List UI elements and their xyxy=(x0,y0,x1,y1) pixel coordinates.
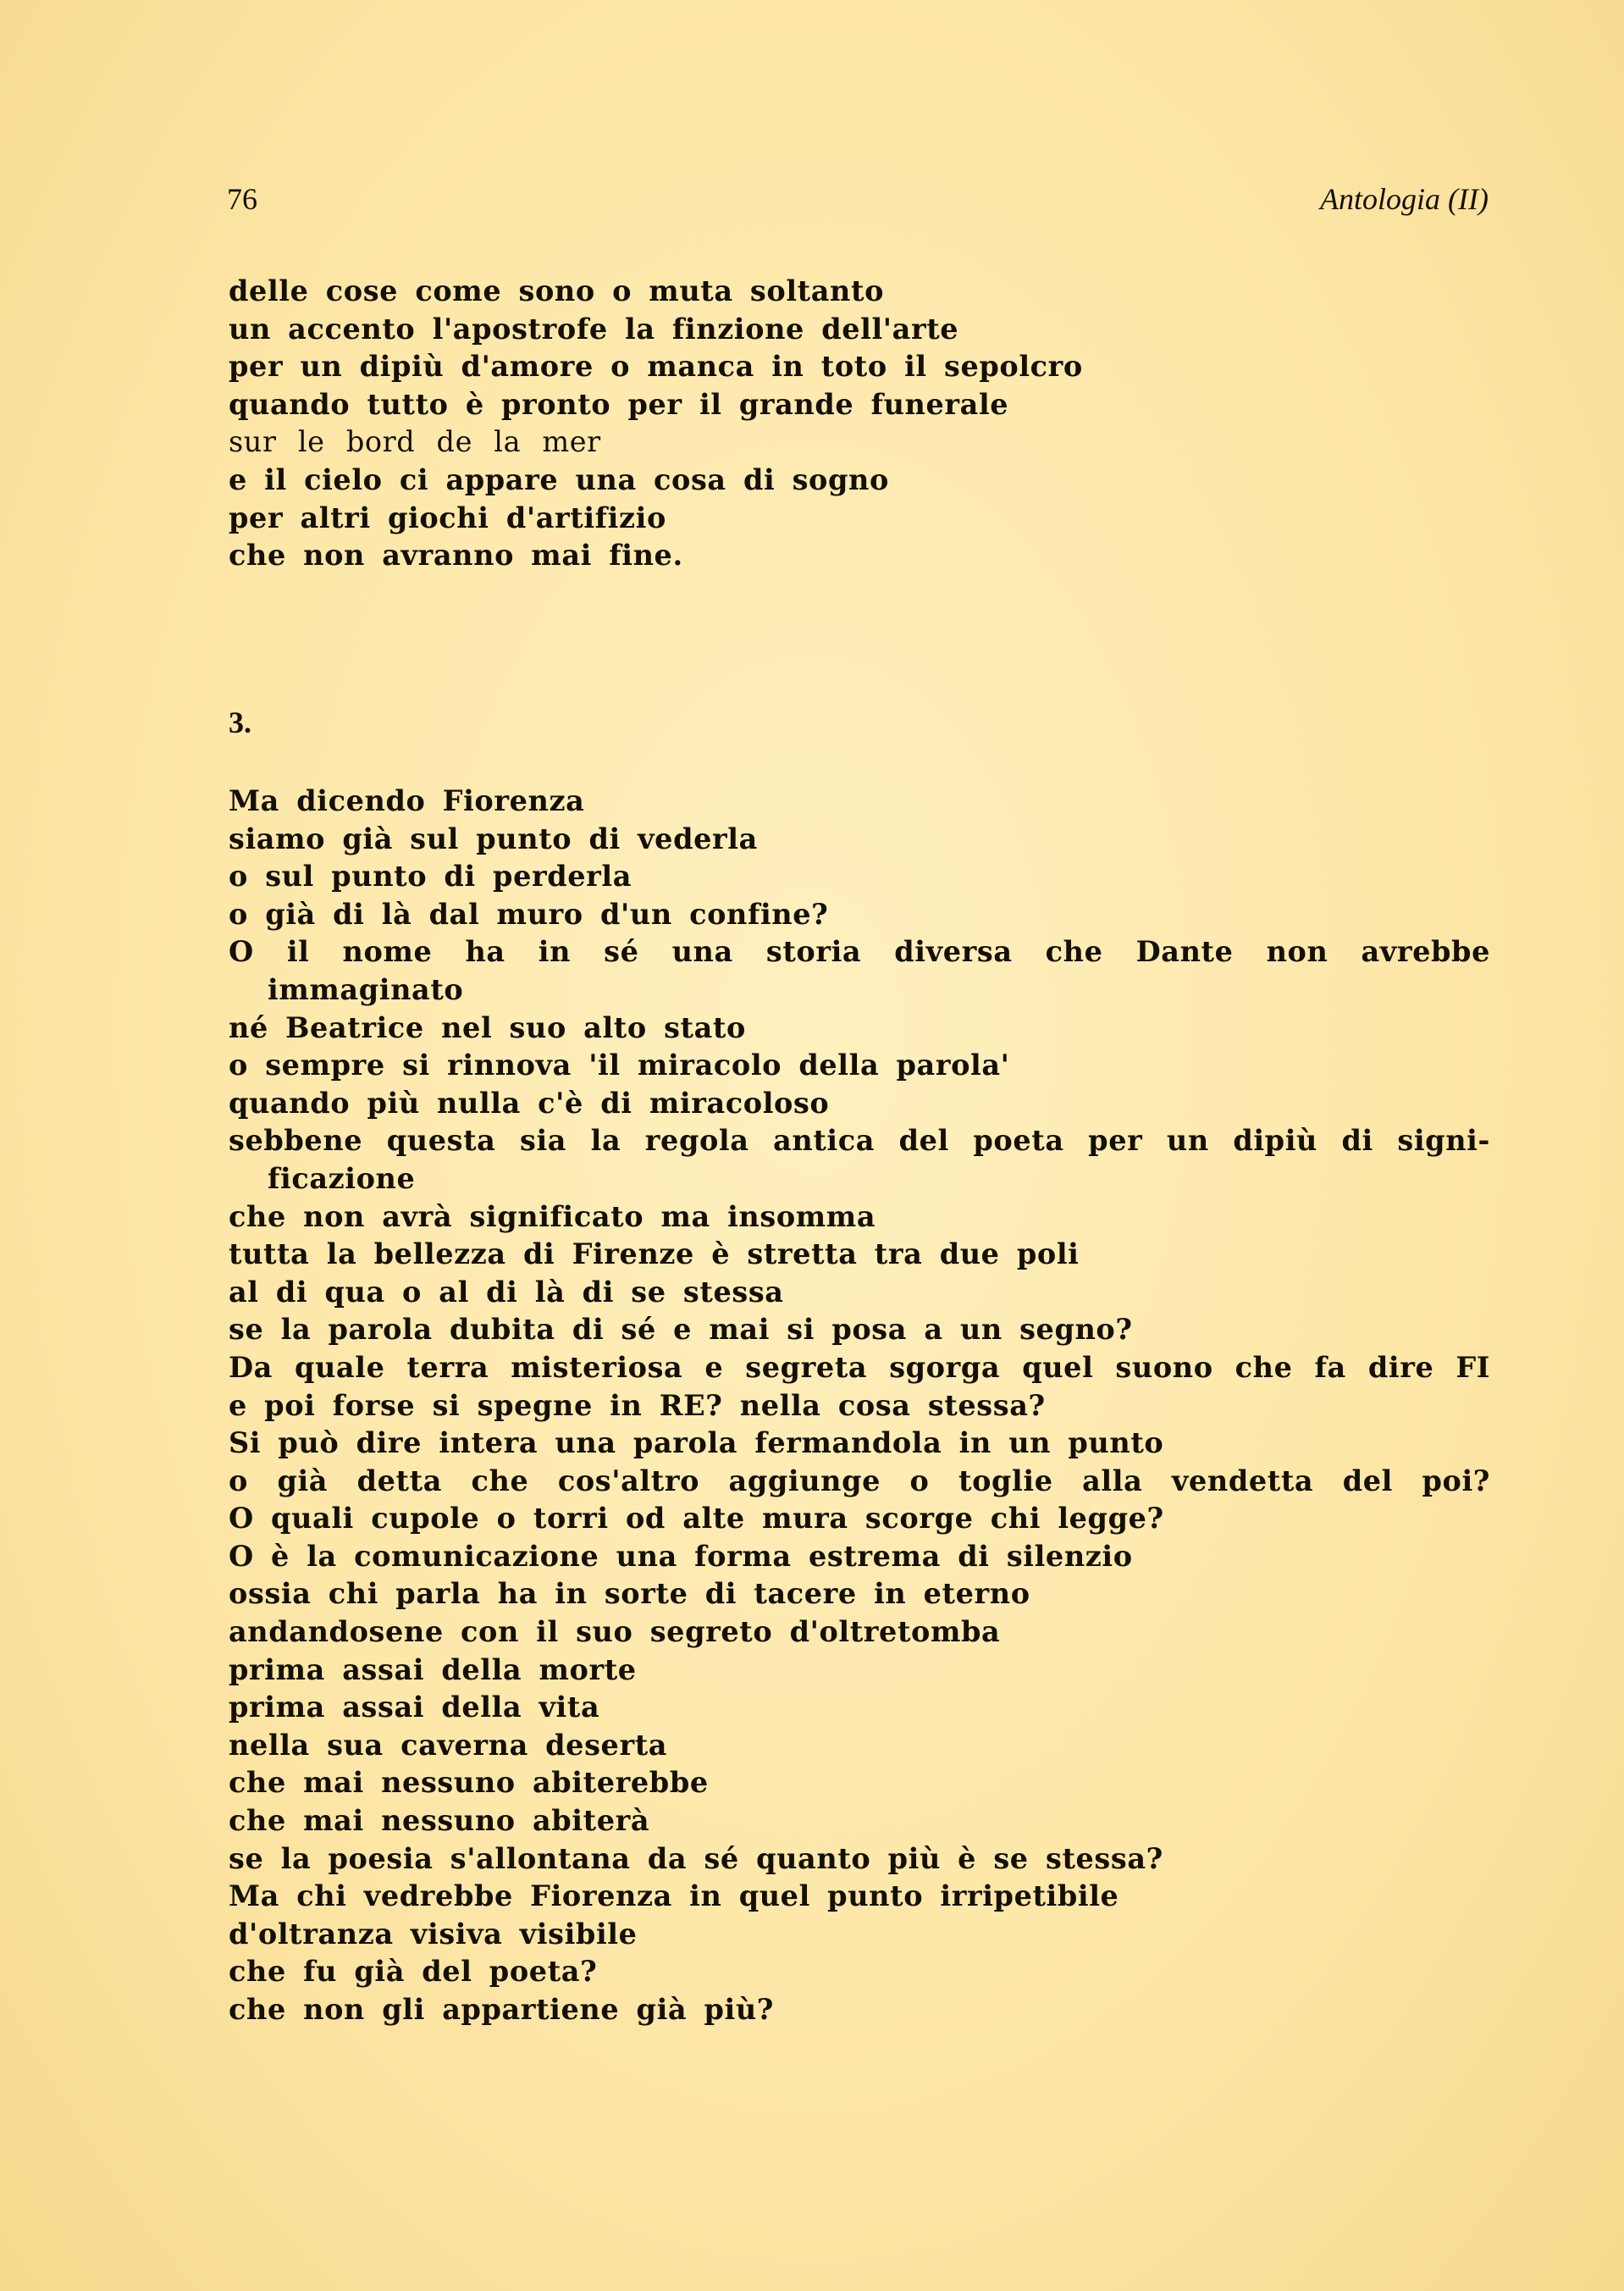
poem-line: o sul punto di perderla xyxy=(229,860,632,894)
poem-line: né Beatrice nel suo alto stato xyxy=(229,1010,746,1044)
poem-line: Ma dicendo Fiorenza xyxy=(229,784,585,817)
poem-line: se la poesia s'allontana da sé quanto più è se stessa? xyxy=(229,1841,1163,1875)
running-head: Antologia (II) xyxy=(1320,182,1489,216)
poem-line: che fu già del poeta? xyxy=(229,1955,598,1989)
poem-line: d'oltranza visiva visibile xyxy=(229,1917,638,1951)
poem-line: quando tutto è pronto per il grande funerale xyxy=(229,387,1009,421)
poem-line: che non avranno mai fine. xyxy=(229,539,683,573)
poem-line: per altri giochi d'artifizio xyxy=(229,501,666,534)
poem-stanza-1 xyxy=(229,273,1083,575)
section-number: 3. xyxy=(229,706,251,739)
poem-line: che mai nessuno abiterebbe xyxy=(229,1766,709,1800)
poem-line-continuation: immaginato xyxy=(268,972,464,1006)
poem-line: tutta la bellezza di Firenze è stretta tra due poli xyxy=(229,1237,1080,1271)
poem-line: quando più nulla c'è di miracoloso xyxy=(229,1086,830,1120)
poem-line-french: sur le bord de la mer xyxy=(229,425,601,459)
poem-line: O quali cupole o torri od alte mura scorge chi legge? xyxy=(229,1502,1164,1536)
poem-line: Si può dire intera una parola fermandola in un punto xyxy=(229,1426,1164,1460)
poem-line: O è la comunicazione una forma estrema di silenzio xyxy=(229,1539,1133,1573)
poem-line: Da quale terra misteriosa e segreta sgorga quel suono che fa dire FI xyxy=(229,1350,1490,1384)
poem-line: sebbene questa sia la regola antica del poeta per un dipiù di signi- xyxy=(229,1124,1490,1158)
poem-line: che non gli appartiene già più? xyxy=(229,1993,774,2026)
poem-line: o già detta che cos'altro aggiunge o toglie alla vendetta del poi? xyxy=(229,1464,1490,1497)
poem-line: un accento l'apostrofe la finzione dell'arte xyxy=(229,312,959,346)
poem-line: andandosene con il suo segreto d'oltretomba xyxy=(229,1615,1001,1649)
poem-line: che non avrà significato ma insomma xyxy=(229,1199,876,1233)
poem-line: se la parola dubita di sé e mai si posa a un segno? xyxy=(229,1313,1133,1347)
poem-line: ossia chi parla ha in sorte di tacere in eterno xyxy=(229,1577,1030,1611)
poem-line: delle cose come sono o muta soltanto xyxy=(229,274,885,307)
poem-line: o già di là dal muro d'un confine? xyxy=(229,897,829,931)
poem-line: siamo già sul punto di vederla xyxy=(229,822,758,855)
poem-line: per un dipiù d'amore o manca in toto il sepolcro xyxy=(229,350,1083,384)
poem-line: che mai nessuno abiterà xyxy=(229,1804,650,1838)
page-number: 76 xyxy=(227,182,257,216)
poem-line: e il cielo ci appare una cosa di sogno xyxy=(229,462,889,496)
poem-section-3 xyxy=(229,783,1499,2029)
poem-line: prima assai della vita xyxy=(229,1691,600,1724)
poem-line: O il nome ha in sé una storia diversa che Dante non avrebbe xyxy=(229,935,1490,969)
poem-line: Ma chi vedrebbe Fiorenza in quel punto irripetibile xyxy=(229,1879,1119,1913)
poem-line: nella sua caverna deserta xyxy=(229,1728,668,1762)
poem-line-continuation: ficazione xyxy=(268,1161,416,1195)
poem-line: o sempre si rinnova 'il miracolo della parola' xyxy=(229,1049,1010,1082)
poem-line: al di qua o al di là di se stessa xyxy=(229,1275,784,1309)
poem-line: e poi forse si spegne in RE? nella cosa stessa? xyxy=(229,1388,1046,1422)
poem-line: prima assai della morte xyxy=(229,1652,637,1686)
